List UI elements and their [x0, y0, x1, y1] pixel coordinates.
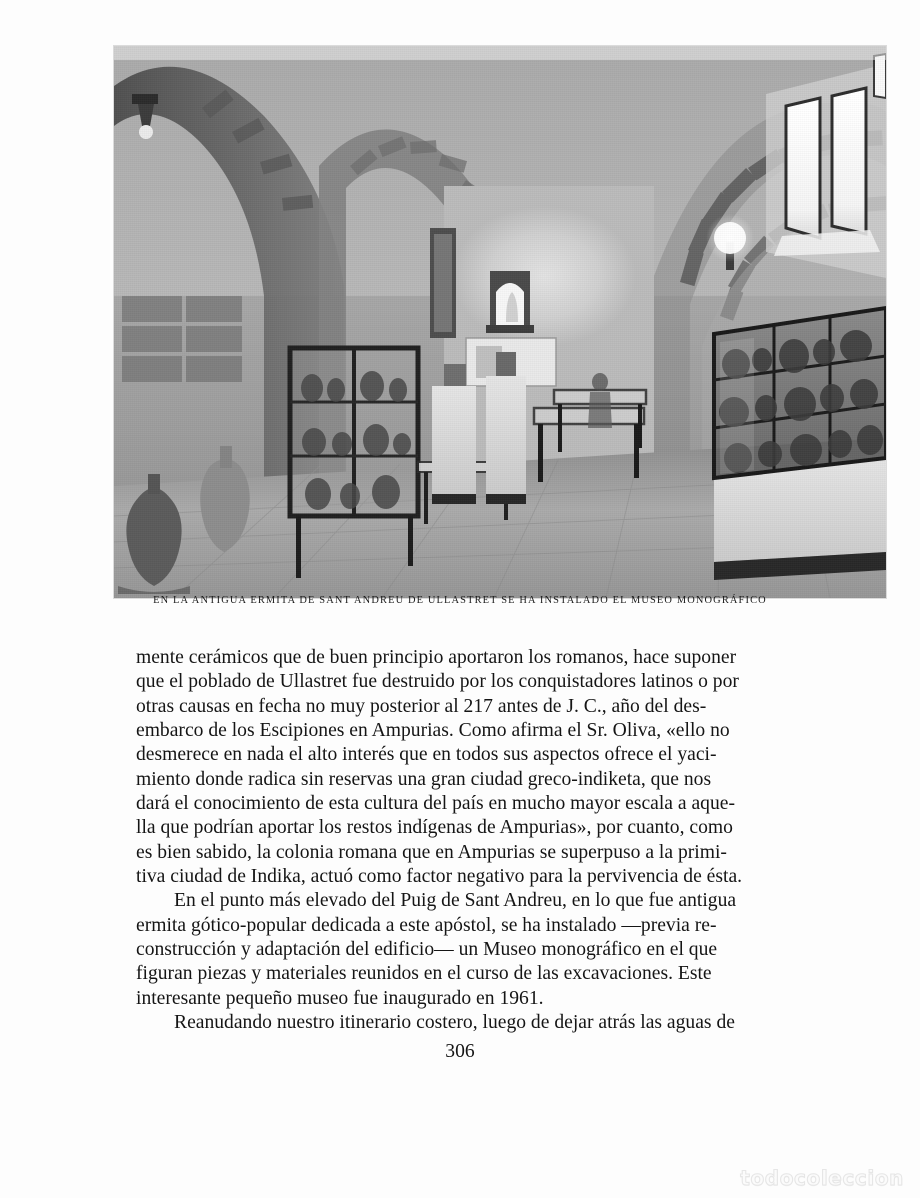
site-watermark: todocoleccion: [740, 1166, 904, 1190]
text-line: embarco de los Escipiones en Ampurias. Como afirma el Sr. Oliva, «ello no: [136, 720, 730, 742]
page-number: 306: [445, 1041, 475, 1062]
paragraph-itinerary: [136, 1011, 786, 1035]
text-line: ermita gótico-popular dedicada a este apóstol, se ha instalado —previa re-: [136, 914, 717, 936]
photograph-illustration: [114, 46, 886, 598]
text-line: miento donde radica sin reservas una gran ciudad greco-indiketa, que nos: [136, 768, 712, 790]
text-line: tiva ciudad de Indika, actuó como factor negativo para la pervivencia de ésta.: [136, 866, 743, 888]
text-line: figuran piezas y materiales reunidos en el curso de las excavaciones. Este: [136, 963, 712, 985]
text-line: que el poblado de Ullastret fue destruido por los conquistadores latinos o por: [136, 671, 739, 693]
text-line: interesante pequeño museo fue inaugurado en 1961.: [136, 987, 544, 1009]
text-line: desmerece en nada el alto interés que en todos sus aspectos ofrece el yaci-: [136, 744, 717, 766]
text-line: construcción y adaptación del edificio— un Museo monográfico en el que: [136, 939, 718, 961]
text-line: dará el conocimiento de esta cultura del país en mucho mayor escala a aque-: [136, 793, 735, 815]
text-line: es bien sabido, la colonia romana que en Ampurias se superpuso a la primi-: [136, 841, 727, 863]
text-line: En el punto más elevado del Puig de Sant Andreu, en lo que fue antigua: [174, 890, 737, 912]
figure-museum-interior: [114, 46, 886, 598]
photograph-image: [114, 46, 886, 598]
photo-vitrine-right: [714, 308, 886, 580]
figure-caption: EN LA ANTIGUA ERMITA DE SANT ANDREU DE ULLASTRET SE HA INSTALADO EL MUSEO MONOGRÁFICO: [153, 595, 767, 606]
paragraph-museum: [136, 889, 786, 1011]
body-text: [136, 646, 786, 1036]
text-line: mente cerámicos que de buen principio aportaron los romanos, hace suponer: [136, 647, 737, 668]
photo-niche-statue: [486, 271, 534, 333]
text-line: otras causas en fecha no muy posterior al 217 antes de J. C., año del des-: [136, 695, 707, 717]
paragraph-continuation: [136, 646, 786, 889]
text-line: lla que podrían aportar los restos indígenas de Ampurias», por cuanto, como: [136, 817, 733, 839]
text-line: Reanudando nuestro itinerario costero, luego de dejar atrás las aguas de: [174, 1012, 735, 1034]
photo-windows-right: [766, 64, 886, 278]
